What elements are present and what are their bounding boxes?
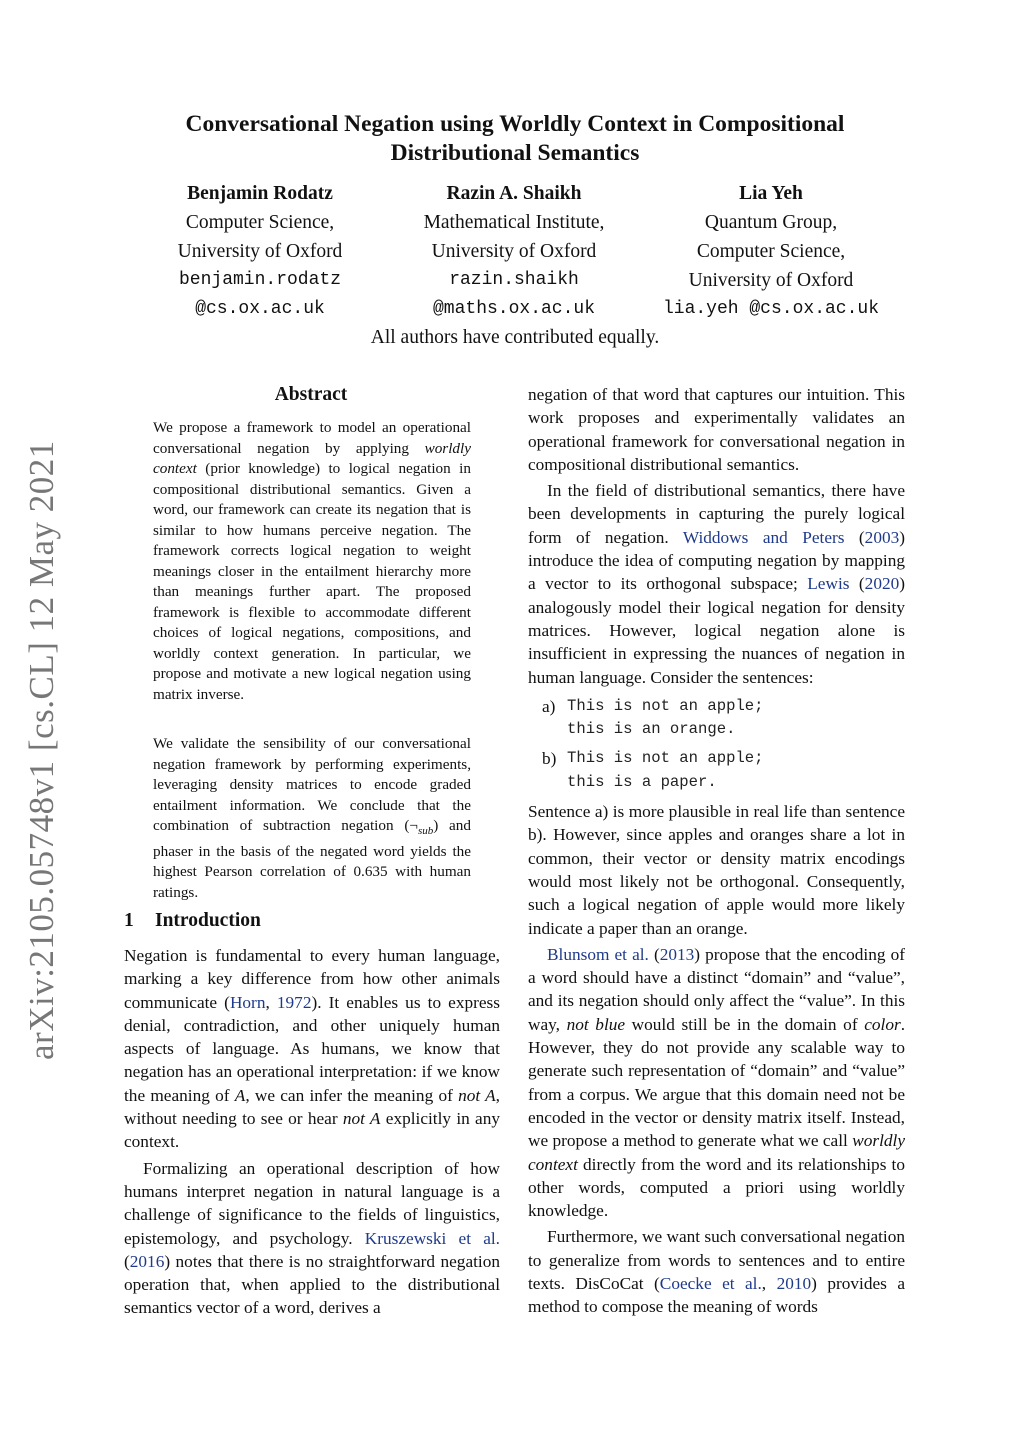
author-affiliation: Quantum Group, [704, 212, 838, 233]
section-title: Introduction [155, 910, 261, 931]
author-block [125, 179, 395, 324]
citation-year-link[interactable]: 2016 [129, 1251, 165, 1271]
author-affiliation: Mathematical Institute, [423, 212, 605, 233]
author-name: Lia Yeh [739, 183, 803, 204]
section-heading [124, 907, 500, 935]
abstract-paragraph: We propose a framework to model an operational conversational negation by applying worldly context (prior knowledge) to logical negation in compositional distributional semantics. Given a word, our framework can create its negation that is similar to how humans perceive negation. The framework corrects logical negation to weight meanings closer in the entailment hierarchy more than meanings further apart. The proposed framework is flexible to accommodate different choices of logical negations, compositions, and worldly context generation. In particular, we propose and motivate a new logical negation using matrix inverse. [153, 419, 471, 703]
example-line: this is an orange. [567, 720, 736, 739]
paper-title: Conversational Negation using Worldly Context in Compositional Distributional Semantics [185, 111, 845, 166]
example-sentence [542, 747, 905, 794]
citation-year-link[interactable]: 2013 [659, 944, 695, 964]
author-email: lia.yeh @cs.ox.ac.uk [662, 299, 880, 319]
citation-year-link[interactable]: 2020 [864, 574, 900, 594]
citation-link[interactable]: Horn [229, 992, 266, 1012]
body-paragraph: Furthermore, we want such conversational negation to generalize from words to sentences and to entire texts. DisCoCat (Coecke et al., 2010) provides a method to compose the meaning of words [528, 1227, 905, 1317]
author-email: benjamin.rodatz [178, 270, 342, 290]
emphasis: worldly context [153, 439, 471, 477]
abstract-heading: Abstract [274, 384, 348, 405]
author-block [636, 179, 906, 324]
body-paragraph: Blunsom et al. (2013) propose that the encoding of a word should have a distinct “domain” and “value”, and its negation should only affect the “value”. In this way, not blue would still be in the domain of color. However, they do not provide any scalable way to generate such representation of “domain” and “value” from a corpus. We argue that this domain need not be encoded in the vector or density matrix itself. Instead, we propose a method to generate what we call worldly context directly from the word and its relationships to other words, computed a priori using worldly knowledge. [528, 944, 906, 1221]
citation-year-link[interactable]: 2003 [864, 527, 900, 547]
author-email: @maths.ox.ac.uk [432, 299, 596, 319]
arxiv-identifier: arXiv:2105.05748v1 [cs.CL] 12 May 2021 [22, 440, 61, 1060]
contribution-note: All authors have contributed equally. [370, 327, 660, 348]
left-column-body [124, 944, 500, 1320]
citation-year-link[interactable]: 1972 [276, 992, 312, 1012]
citation-link[interactable]: Kruszewski et al. [364, 1228, 500, 1248]
citation-year-link[interactable]: 2010 [776, 1273, 812, 1293]
author-name: Benjamin Rodatz [187, 183, 333, 204]
body-paragraph: negation of that word that captures our intuition. This work proposes and experimentally validates an operational framework for conversational negation in compositional distributional semantics. [528, 385, 905, 474]
example-line: this is a paper. [567, 772, 717, 791]
author-affiliation: Computer Science, [185, 212, 335, 233]
citation-link[interactable]: Widdows and Peters [682, 527, 845, 547]
intro-paragraph: Formalizing an operational description of how humans interpret negation in natural language is a challenge of significance to the fields of linguistics, epistemology, and psychology. Kruszewski et al. (2016) notes that there is no straightforward negation operation that, when applied to the distributional semantics vector of a word, derives a [124, 1158, 500, 1318]
body-paragraph: In the field of distributional semantics, there have been developments in capturing the purely logical form of negation. Widdows and Peters (2003) introduce the idea of computing negation by mapping a vector to its orthogonal subspace; Lewis (2020) analogously model their logical negation for density matrices. However, logical negation alone is insufficient in expressing the nuances of negation in human language. Consider the sentences: [528, 481, 905, 687]
example-label: b) [542, 749, 557, 769]
author-affiliation: University of Oxford [177, 241, 343, 262]
citation-link[interactable]: Lewis [807, 574, 850, 594]
example-line: This is not an apple; [567, 749, 764, 768]
example-sentence [542, 695, 905, 742]
citation-link[interactable]: Coecke et al. [659, 1273, 762, 1293]
author-email: @cs.ox.ac.uk [195, 299, 325, 319]
author-block [379, 179, 649, 324]
example-label: a) [542, 696, 556, 716]
right-column-body [528, 383, 905, 1319]
negation-symbol: $\neg_{sub}$ [409, 817, 434, 838]
author-email: razin.shaikh [449, 270, 579, 290]
citation-link[interactable]: Blunsom et al. [547, 944, 649, 964]
author-affiliation: Computer Science, [696, 241, 846, 262]
author-affiliation: University of Oxford [431, 241, 597, 262]
author-name: Razin A. Shaikh [446, 183, 582, 204]
example-line: This is not an apple; [567, 696, 764, 715]
intro-paragraph: Negation is fundamental to every human language, marking a key difference from how other animals communicate (Horn, 1972). It enables us to express denial, contradiction, and other uniquely human aspects of language. As humans, we know that negation has an operational interpretation: if we know the meaning of A, we can infer the meaning of not A, without needing to see or hear not A explicitly in any context. [124, 946, 501, 1152]
author-affiliation: University of Oxford [688, 270, 854, 291]
body-paragraph: Sentence a) is more plausible in real life than sentence b). However, since apples and oranges share a lot in common, their vector or density matrix encodings would most likely not be orthogonal. Consequently, such a logical negation of apple would more likely indicate a paper than an orange. [528, 802, 905, 938]
section-number: 1 [124, 910, 134, 931]
abstract-paragraph: We validate the sensibility of our conversational negation framework by performing experiments, leveraging density matrices to encode graded entailment information. We conclude that the combination of subtraction negation $(\neg_{sub})$ and phaser in the basis of the negated word yields the highest Pearson correlation of 0.635 with human ratings. [153, 735, 471, 901]
